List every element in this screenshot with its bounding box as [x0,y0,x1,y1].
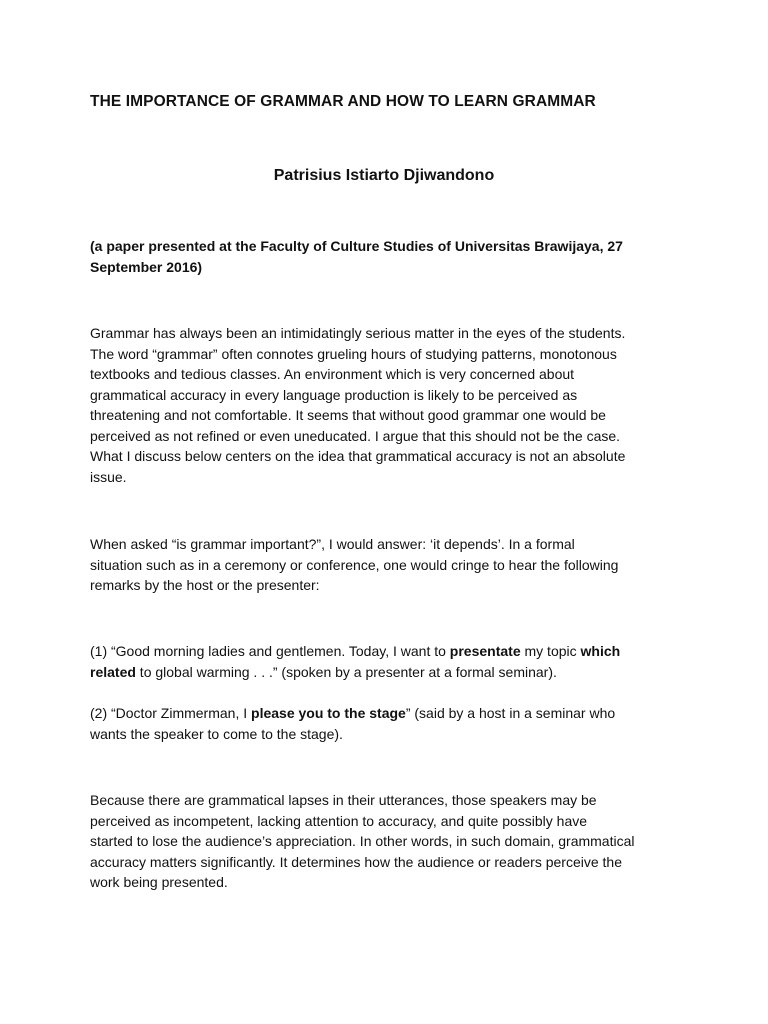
paragraph-question [90,534,690,596]
document-title: THE IMPORTANCE OF GRAMMAR AND HOW TO LEARN GRAMMAR [90,93,596,110]
text-line: remarks by the host or the presenter: [90,577,320,593]
text-line: grammatical accuracy in every language production is likely to be perceived as [90,386,578,403]
text-line: When asked “is grammar important?”, I would answer: ‘it depends’. In a formal [90,536,575,552]
example-text: (1) “Good morning ladies and gentlemen. Today, I want to [90,643,450,659]
text-line: issue. [90,468,127,485]
text-line: work being presented. [90,874,228,890]
note-line: (a paper presented at the Faculty of Culture Studies of Universitas Brawijaya, 27 [90,238,623,254]
note-line: September 2016) [90,258,203,275]
example-text: my topic [520,643,581,659]
text-line: Grammar has always been an intimidatingly serious matter in the eyes of the students. [90,325,626,341]
error-highlight: please you to the stage [251,705,406,721]
paragraph-intro [90,323,690,487]
text-line: perceived as incompetent, lacking attention to accuracy, and quite possibly have [90,812,588,829]
example-1 [90,641,690,682]
text-line: The word “grammar” often connotes grueling hours of studying patterns, monotonous [90,345,617,362]
text-line: What I discuss below centers on the idea that grammatical accuracy is not an absolute [90,448,626,464]
paragraph-conclusion [90,790,690,893]
text-line: threatening and not comfortable. It seems that without good grammar one would be [90,407,606,423]
text-line [90,703,690,724]
error-highlight: presentate [449,643,521,659]
presentation-note [90,236,690,277]
text-line [90,662,690,683]
author-name: Patrisius Istiarto Djiwandono [273,167,495,184]
text-line: started to lose the audience’s appreciation. In other words, in such domain, grammatical [90,833,635,849]
text-line: perceived as not refined or even uneducated. I argue that this should not be the case. [90,427,621,444]
text-line: Because there are grammatical lapses in their utterances, those speakers may be [90,792,597,808]
text-line [90,641,690,662]
example-text: (2) “Doctor Zimmerman, I [90,705,252,721]
error-highlight: which [580,643,621,659]
text-line: wants the speaker to come to the stage). [90,725,343,742]
text-line: situation such as in a ceremony or conference, one would cringe to hear the following [90,556,619,573]
error-highlight: related [90,663,136,680]
example-2 [90,703,690,744]
example-text: ” (said by a host in a seminar who [405,705,616,721]
example-text: to global warming . . .” (spoken by a presenter at a formal seminar). [135,663,557,680]
text-line: accuracy matters significantly. It determines how the audience or readers perceive the [90,853,622,870]
text-line: textbooks and tedious classes. An environment which is very concerned about [90,366,575,382]
